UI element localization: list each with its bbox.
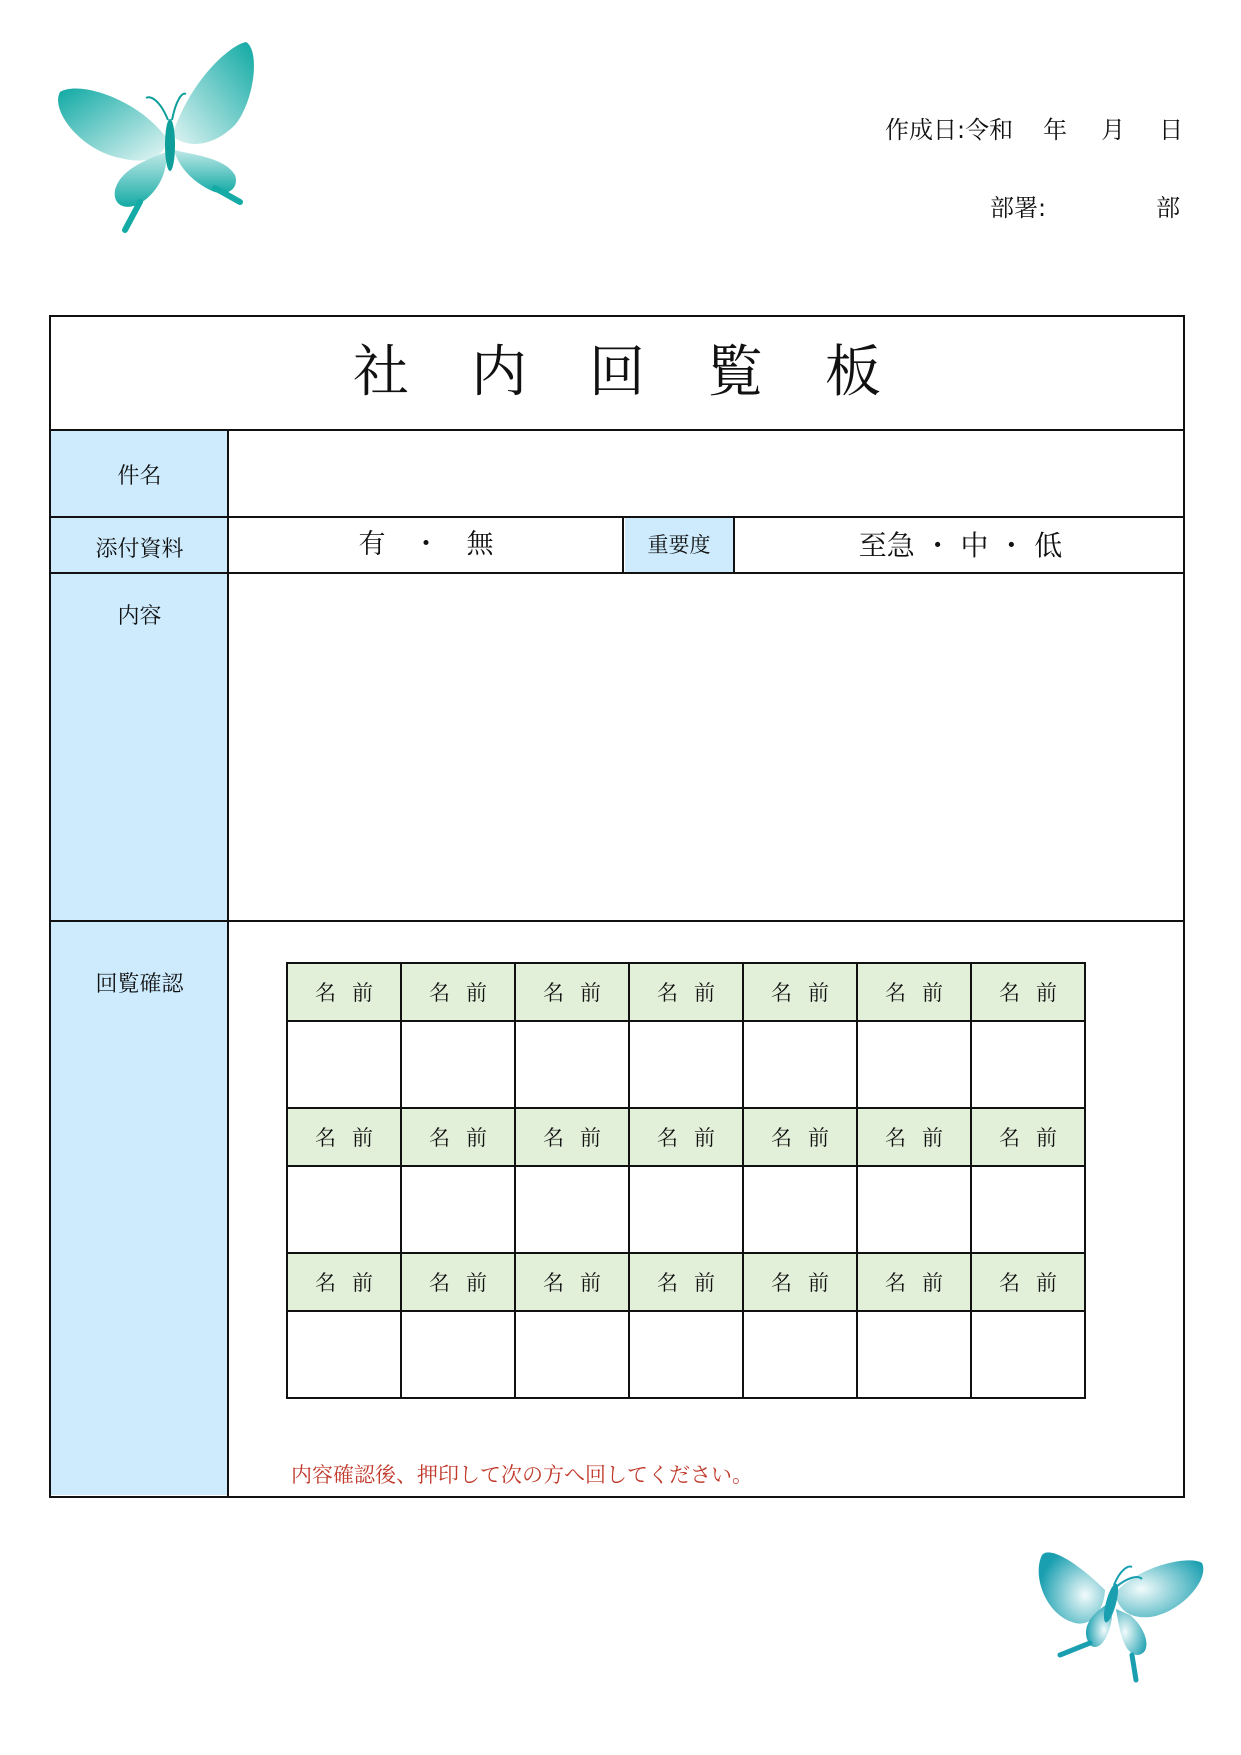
stamp-cell[interactable] [287, 1021, 401, 1108]
confirm-label: 回覧確認 [95, 972, 184, 997]
dept-unit: 部 [1156, 194, 1181, 222]
name-header: 名前 [287, 963, 401, 1021]
stamp-cell[interactable] [287, 1166, 401, 1253]
subject-label: 件名 [117, 464, 162, 489]
label-column-upper [51, 431, 228, 939]
name-header: 名前 [401, 1253, 515, 1311]
dept-label: 部署: [990, 194, 1047, 222]
name-header: 名前 [971, 1108, 1085, 1166]
stamp-cell[interactable] [971, 1021, 1085, 1108]
name-header: 名前 [629, 1253, 743, 1311]
name-header: 名前 [287, 1253, 401, 1311]
name-header: 名前 [743, 963, 857, 1021]
stamp-cell[interactable] [743, 1166, 857, 1253]
butterfly-icon [50, 40, 290, 270]
name-header: 名前 [401, 963, 515, 1021]
stamp-cell[interactable] [401, 1021, 515, 1108]
department-line [990, 188, 1180, 223]
name-header: 名前 [401, 1108, 515, 1166]
stamp-cell[interactable] [401, 1311, 515, 1398]
circular-form [49, 315, 1185, 1498]
form-title: 社内回覧板 [353, 340, 943, 405]
month-unit: 月 [1101, 116, 1126, 144]
butterfly-icon [1020, 1505, 1220, 1705]
stamp-cell[interactable] [857, 1311, 971, 1398]
name-header: 名前 [971, 963, 1085, 1021]
name-header: 名前 [287, 1108, 401, 1166]
stamp-row [287, 1021, 1085, 1108]
stamp-row [287, 1166, 1085, 1253]
stamp-cell[interactable] [515, 1311, 629, 1398]
name-header: 名前 [515, 963, 629, 1021]
day-unit: 日 [1159, 116, 1184, 144]
stamp-cell[interactable] [857, 1166, 971, 1253]
attachment-label: 添付資料 [95, 537, 184, 562]
stamp-cell[interactable] [401, 1166, 515, 1253]
name-header: 名前 [629, 963, 743, 1021]
label-column-lower [51, 926, 228, 1495]
name-header: 名前 [743, 1108, 857, 1166]
name-header: 名前 [857, 1253, 971, 1311]
stamp-cell[interactable] [629, 1021, 743, 1108]
name-header: 名前 [515, 1108, 629, 1166]
name-header-row [287, 963, 1085, 1021]
stamp-cell[interactable] [857, 1021, 971, 1108]
stamp-cell[interactable] [515, 1021, 629, 1108]
subject-field[interactable] [230, 431, 1185, 516]
stamp-cell[interactable] [515, 1166, 629, 1253]
name-header-row [287, 1108, 1085, 1166]
attachment-options[interactable]: 有 ・ 無 [358, 529, 494, 560]
date-label: 作成日:令和 [885, 116, 1014, 144]
divider [51, 920, 1183, 922]
divider [51, 572, 1183, 574]
approval-grid [286, 962, 1086, 1399]
creation-date-line [885, 110, 1183, 145]
importance-label: 重要度 [625, 518, 733, 572]
stamp-cell[interactable] [629, 1166, 743, 1253]
name-header: 名前 [629, 1108, 743, 1166]
importance-options[interactable]: 至急 ・ 中 ・ 低 [858, 529, 1063, 562]
stamp-cell[interactable] [743, 1311, 857, 1398]
content-field[interactable] [230, 575, 1185, 920]
content-label: 内容 [117, 604, 162, 629]
name-header-row [287, 1253, 1085, 1311]
name-header: 名前 [515, 1253, 629, 1311]
name-header: 名前 [857, 1108, 971, 1166]
year-unit: 年 [1043, 116, 1068, 144]
divider [227, 429, 229, 1497]
name-header: 名前 [971, 1253, 1085, 1311]
stamp-cell[interactable] [743, 1021, 857, 1108]
name-header: 名前 [743, 1253, 857, 1311]
stamp-cell[interactable] [287, 1311, 401, 1398]
instruction-note: 内容確認後、押印して次の方へ回してください。 [291, 1463, 753, 1487]
stamp-row [287, 1311, 1085, 1398]
divider [733, 516, 735, 573]
name-header: 名前 [857, 963, 971, 1021]
stamp-cell[interactable] [971, 1166, 1085, 1253]
divider [622, 516, 624, 573]
stamp-cell[interactable] [629, 1311, 743, 1398]
stamp-cell[interactable] [971, 1311, 1085, 1398]
